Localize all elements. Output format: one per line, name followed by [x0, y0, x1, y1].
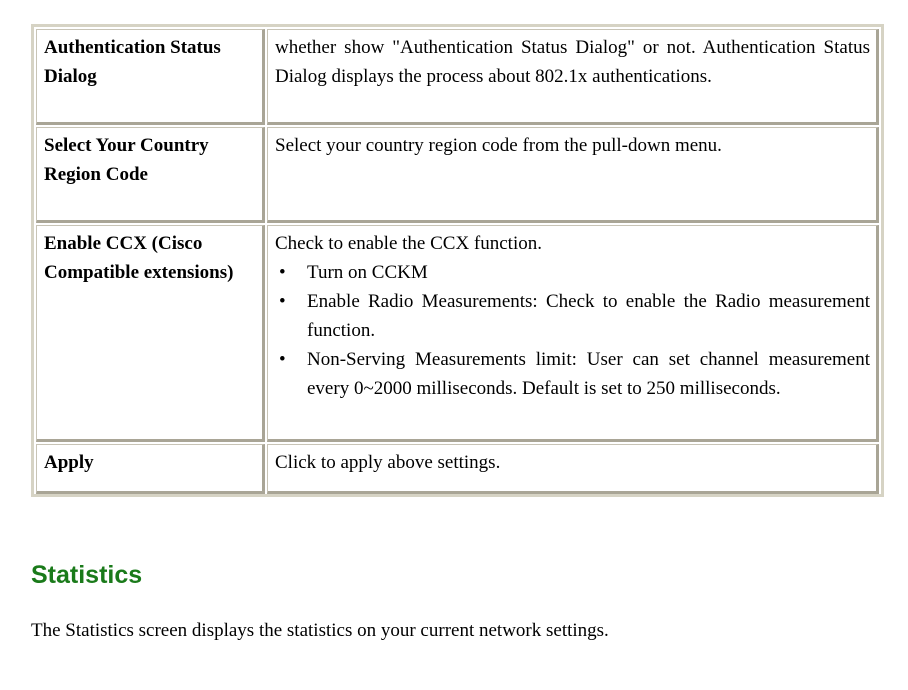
row-desc-country-region-code: Select your country region code from the pull-down menu. — [267, 127, 879, 223]
table-row — [36, 127, 879, 223]
list-item — [275, 258, 870, 287]
statistics-heading: Statistics — [31, 561, 143, 589]
ccx-bullet-text: Non-Serving Measurements limit: User can set channel measurement every 0~2000 milliseconds. Default is set to 250 milliseconds. — [307, 349, 870, 399]
row-label-auth-status-dialog: Authentication Status Dialog — [36, 29, 265, 125]
row-desc-apply: Click to apply above settings. — [267, 444, 879, 494]
ccx-bullet-text: Turn on CCKM — [307, 262, 428, 283]
row-label-country-region-code: Select Your Country Region Code — [36, 127, 265, 223]
table-row — [36, 225, 879, 442]
statistics-description: The Statistics screen displays the statistics on your current network settings. — [31, 620, 609, 641]
ccx-bullet-list — [275, 258, 870, 403]
row-label-enable-ccx: Enable CCX (Cisco Compatible extensions) — [36, 225, 265, 442]
row-label-apply: Apply — [36, 444, 265, 494]
table-row — [36, 29, 879, 125]
bullet-icon: • — [279, 349, 286, 370]
row-desc-auth-status-dialog: whether show "Authentication Status Dialog" or not. Authentication Status Dialog displays the process about 802.1x authentications. — [267, 29, 879, 125]
ccx-intro-text: Check to enable the CCX function. — [275, 233, 542, 254]
list-item — [275, 345, 870, 403]
list-item — [275, 287, 870, 345]
ccx-bullet-text: Enable Radio Measurements: Check to enable the Radio measurement function. — [307, 291, 870, 341]
row-desc-enable-ccx — [267, 225, 879, 442]
bullet-icon: • — [279, 291, 286, 312]
table-row — [36, 444, 879, 494]
settings-table-frame — [31, 24, 884, 497]
bullet-icon: • — [279, 262, 286, 283]
settings-table — [34, 27, 881, 496]
